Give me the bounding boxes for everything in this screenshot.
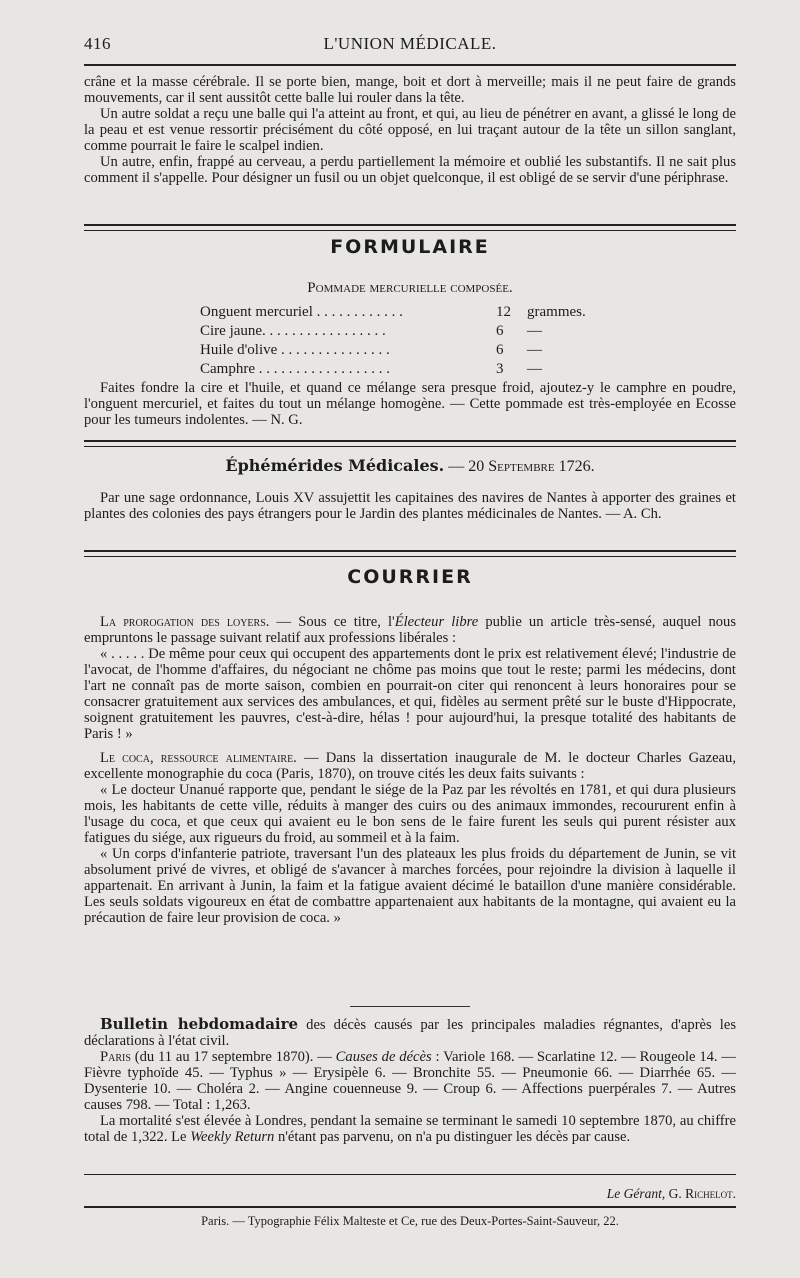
loyers-text: — Sous ce titre, l' [269, 614, 395, 630]
paris-paragraph [84, 1049, 736, 1113]
ingredient-name: Onguent mercuriel . . . . . . . . . . . . [200, 304, 403, 320]
paris-dates: (du 11 au 17 septembre 1870). — [130, 1049, 336, 1065]
loyers-lead: La prorogation des loyers. [100, 614, 270, 630]
section-rule [84, 224, 736, 226]
ephemerides-article [84, 490, 736, 522]
signature-label: Le Gérant, [606, 1186, 666, 1201]
page-number: 416 [84, 34, 111, 53]
section-rule [84, 556, 736, 557]
journal-name: Électeur libre [394, 614, 479, 630]
ingredient-row [200, 323, 600, 342]
london-text: n'étant pas parvenu, on n'a pu distinguer les décès par cause. [274, 1129, 631, 1145]
bulletin-rule [350, 1006, 470, 1007]
ingredient-quantity: 6 [496, 342, 504, 358]
intro-article [84, 74, 736, 186]
bulletin-article [84, 1016, 736, 1145]
ingredient-name: Cire jaune. . . . . . . . . . . . . . . . . [200, 323, 386, 339]
intro-paragraph: Un autre, enfin, frappé au cerveau, a perdu partiellement la mémoire et oublié les substantifs. Il ne sait plus comment il s'appelle. Pour désigner un fusil ou un objet quelconque, il est obligé de se servir d'une périphrase. [84, 154, 736, 186]
loyers-paragraph [84, 614, 736, 646]
intro-paragraph: crâne et la masse cérébrale. Il se porte bien, mange, boit et dort à merveille; mais il ne peut faire de grands mouvements, car il sent aussitôt cette balle lui rouler dans la tête. [84, 74, 736, 106]
ingredient-unit: grammes. [527, 304, 586, 320]
recipe-instructions [84, 380, 736, 428]
ingredient-unit: — [527, 323, 542, 339]
bulletin-title: Bulletin hebdomadaire [100, 1015, 299, 1033]
ingredient-unit: — [527, 361, 542, 377]
coca-quote: « Un corps d'infanterie patriote, traversant l'un des plateaux les plus froids du département de Junin, se vit absolument privé de vivres, et obligé de s'avancer à marches forcées, pour rejoindre la division à laquelle il appartenait. En arrivant à Junin, la faim et la fatigue avaient décimé le bataillon d'une manière considérable. Les seuls soldats vigoureux en état de combattre appartenaient aux habitants de la montagne, qui avaient eu la précaution de faire leur provision de coca. » [84, 846, 736, 926]
formulaire-heading: FORMULAIRE [330, 236, 490, 258]
ingredient-row [200, 361, 600, 380]
ingredient-unit: — [527, 342, 542, 358]
ingredient-quantity: 3 [496, 361, 504, 377]
instructions-paragraph: Faites fondre la cire et l'huile, et quand ce mélange sera presque froid, ajoutez-y le camphre en poudre, l'onguent mercuriel, et faites du tout un mélange homogène. — Cette pommade est très-employée en Ecosse pour les tumeurs indolentes. — N. G. [84, 380, 736, 428]
paris-lead: Paris [100, 1049, 131, 1065]
causes-label: Causes de décès [335, 1049, 432, 1065]
bulletin-intro [84, 1016, 736, 1049]
loyers-quote: « . . . . . De même pour ceux qui occupent des appartements dont le prix est relativement élevé; l'industrie de l'avocat, de l'homme d'affaires, du négociant ne chôme pas moins que tout le reste; parmi les médecins, dont l'art ne connaît pas de morte saison, combien en pourrait-on citer qui renoncent à leurs honoraires pour se consacrer gratuitement aux services des ambulances, et qui, fidèles au serment prêté sur le buste d'Hippocrate, soignent gratuitement les pauvres, c'est-à-dire, hélas ! pour aujourd'hui, la presque totalité des habitants de Paris ! » [84, 646, 736, 742]
section-rule [84, 550, 736, 552]
page-header [84, 34, 736, 60]
courrier-article [84, 614, 736, 926]
header-rule [84, 64, 736, 66]
ephemerides-title: Éphémérides Médicales. [225, 456, 445, 475]
ingredient-quantity: 12 [496, 304, 511, 320]
recipe-title: Pommade mercurielle composée. [307, 280, 513, 296]
footer-rule [84, 1206, 736, 1208]
section-rule [84, 230, 736, 231]
ephemerides-text: Par une sage ordonnance, Louis XV assujettit les capitaines des navires de Nantes à apporter des graines et plantes des colonies des pays étrangers pour le Jardin des plantes médicinales de Nantes. — A. Ch. [84, 490, 736, 522]
section-rule [84, 446, 736, 447]
journal-title: L'UNION MÉDICALE. [323, 34, 497, 53]
coca-lead: Le coca, ressource alimentaire. [100, 750, 297, 766]
ingredient-quantity: 6 [496, 323, 504, 339]
footer-rule [84, 1174, 736, 1175]
loyers-text: publie un article très-sensé, auquel nous empruntons le passage suivant relatif aux professions libérales : [84, 614, 737, 646]
ephemerides-date: — 20 Septembre 1726. [448, 458, 595, 475]
signature [84, 1186, 736, 1202]
causes-list: : Variole 168. — Scarlatine 12. — Rougeole 14. — Fièvre typhoïde 45. — Typhus » — Erysipèle 6. — Bronchite 55. — Pneumonie 66. — Diarrhée 65. — Dysenterie 10. — Choléra 2. — Angine couenneuse 9. — Croup 6. — Affections puerpérales 7. — Autres causes 798. — Total : 1,263. [84, 1049, 736, 1113]
ingredient-name: Huile d'olive . . . . . . . . . . . . . . . [200, 342, 390, 358]
ingredient-row [200, 342, 600, 361]
bulletin-intro-text: des décès causés par les principales maladies régnantes, d'après les déclarations à l'état civil. [84, 1017, 736, 1049]
courrier-heading: COURRIER [347, 566, 473, 588]
london-text: La mortalité s'est élevée à Londres, pendant la semaine se terminant le samedi 10 septembre 1870, au chiffre total de 1,322. Le [84, 1113, 736, 1145]
intro-paragraph: Un autre soldat a reçu une balle qui l'a atteint au front, et qui, au lieu de pénétrer en avant, a glissé le long de la peau et est venue ressortir précisément du côté opposé, en lui traçant autour de la tête un sillon sanglant, comme pourrait le faire le scalpel indien. [84, 106, 736, 154]
signature-name: G. Richelot. [668, 1186, 736, 1201]
imprint: Paris. — Typographie Félix Malteste et Ce, rue des Deux-Portes-Saint-Sauveur, 22. [201, 1214, 619, 1228]
coca-text: — Dans la dissertation inaugurale de M. le docteur Charles Gazeau, excellente monographie du coca (Paris, 1870), on trouve cités les deux faits suivants : [84, 750, 736, 782]
ingredient-row [200, 304, 600, 323]
ingredient-list [200, 304, 600, 380]
london-paragraph [84, 1113, 736, 1145]
coca-paragraph [84, 750, 736, 782]
ephemerides-heading [84, 456, 736, 476]
journal-name: Weekly Return [190, 1129, 275, 1145]
ingredient-name: Camphre . . . . . . . . . . . . . . . . . . [200, 361, 390, 377]
coca-quote: « Le docteur Unanué rapporte que, pendant le siége de la Paz par les révoltés en 1781, et qui dura plusieurs mois, les habitants de cette ville, réduits à manger des cuirs ou des animaux immondes, recoururent enfin à l'usage du coca, et que ceux qui avaient eu le bon sens de le faire furent les seuls qui purent résister aux fatigues du siége, aux rigueurs du froid, au sommeil et à la faim. [84, 782, 736, 846]
section-rule [84, 440, 736, 442]
